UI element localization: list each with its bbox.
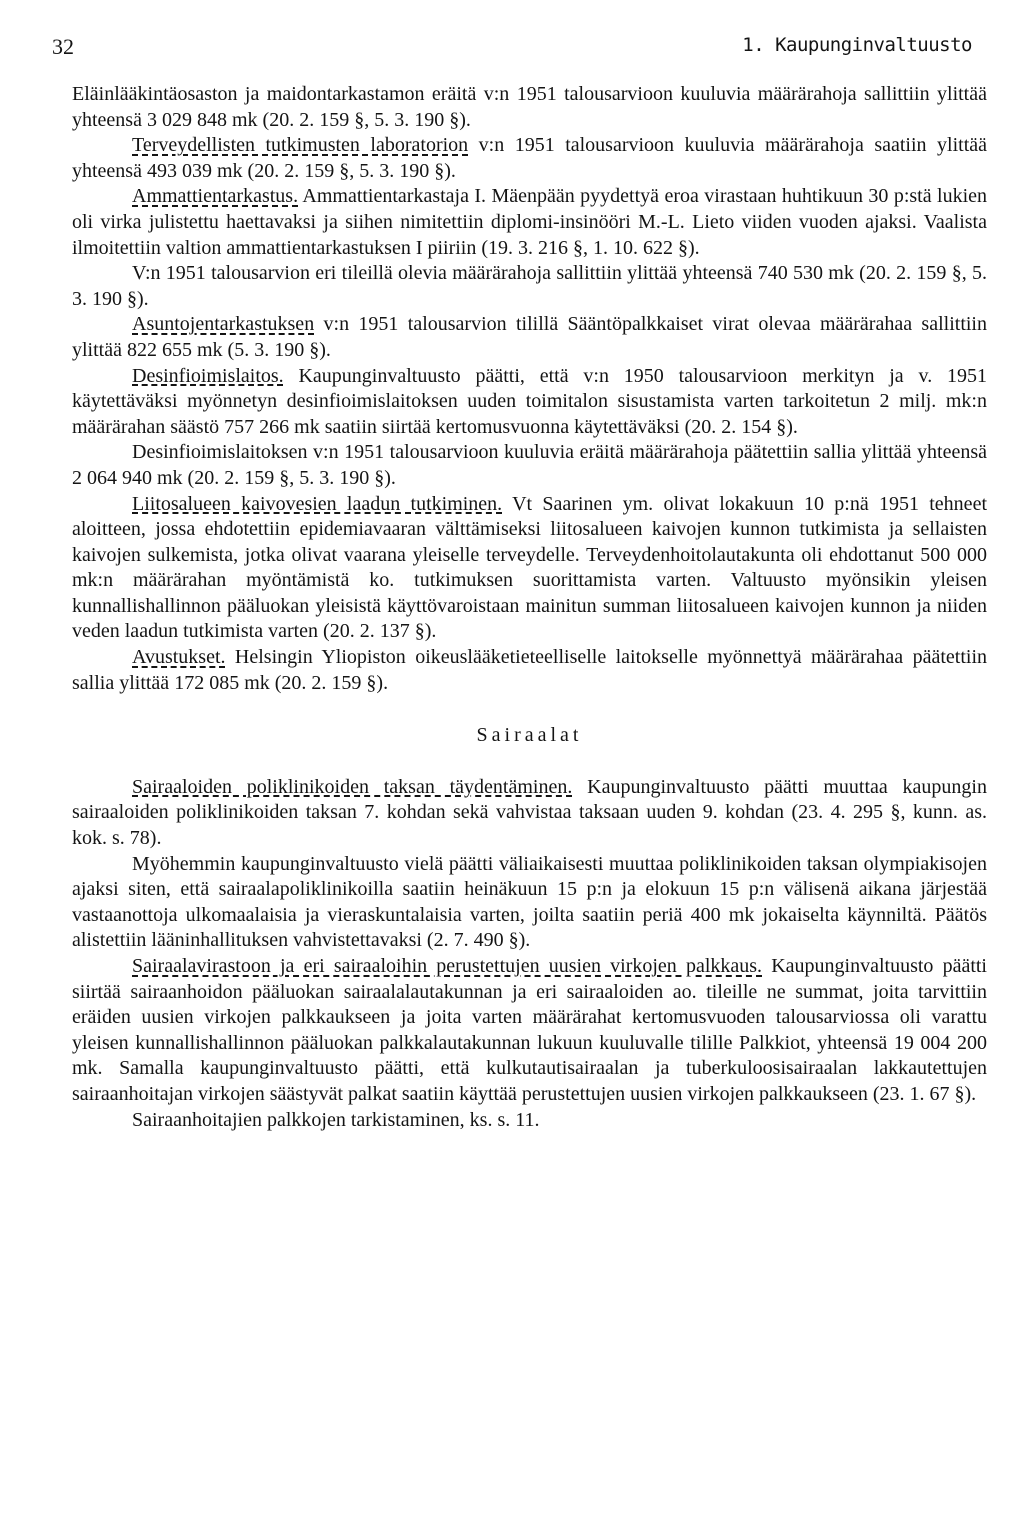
paragraph [72, 82, 987, 133]
section-heading: Sairaalat [476, 724, 583, 747]
paragraph [72, 852, 987, 954]
paragraph-text: v:n 1951 talousarvioon kuuluvia määrärahoja saatiin ylittää yhteensä 493 039 mk (20. 2. 159 §, 5. 3. 190 §). [72, 134, 988, 182]
page-number: 32 [52, 34, 74, 59]
running-title: 1. Kaupunginvaltuusto [742, 34, 972, 56]
paragraph [72, 312, 987, 363]
paragraph-text: Kaupunginvaltuusto päätti muuttaa kaupungin sairaaloiden poliklinikoiden taksan 7. kohdan sekä vahvistaa taksaan uuden 9. kohdan (23. 4. 295 §, kunn. as. kok. s. 78). [72, 775, 987, 850]
paragraph-text: Desinfioimislaitoksen v:n 1951 talousarvioon kuuluvia eräitä määrärahoja päätettiin sallia ylittää yhteensä 2 064 940 mk (20. 2. 159 §, 5. 3. 190 §). [72, 441, 987, 489]
paragraph-text: Kaupunginvaltuusto päätti, että v:n 1950 talousarvioon merkityn ja v. 1951 käytettäväksi myönnetyn desinfioimislaitoksen uuden toimitalon sisustamista varten tarkoitetun 2 milj. mk:n määrärahan säästö 757 266 mk saatiin siirtää kertomusvuonna käytettäväksi (20. 2. 154 §). [72, 364, 987, 438]
paragraph-lead: Sairaaloiden poliklinikoiden taksan täydentäminen. [132, 775, 573, 798]
paragraph [72, 492, 987, 646]
paragraph-text: V:n 1951 talousarvion eri tileillä olevia määrärahoja sallittiin ylittää yhteensä 740 530 mk (20. 2. 159 §, 5. 3. 190 §). [72, 262, 987, 310]
paragraph [72, 954, 987, 1108]
paragraph [72, 261, 987, 312]
paragraph-lead: Sairaalavirastoon ja eri sairaaloihin perustettujen uusien virkojen palkkaus. [132, 955, 763, 977]
paragraph-text: Vt Saarinen ym. olivat lokakuun 10 p:nä 1951 tehneet aloitteen, jossa ehdotettiin epidemiavaaran välttämiseksi liitosalueen kaivojen kunnon tutkimista ja sellaisten kaivojen sulkemista, jotka olivat vaarana yleiselle terveydelle. Terveydenhoitolautakunta oli ehdottanut 500 000 mk:n määrärahan myöntämistä ko. tutkimuksen suorittamista varten. Valtuusto myönsikin yleisen kunnallishallinnon pääluokan yleisistä käyttövaroistaan mainitun summan liitosalueen kaivojen kunnon ja niiden veden laadun tutkimista varten (20. 2. 137 §). [72, 492, 987, 643]
paragraph-text: Eläinlääkintäosaston ja maidontarkastamon eräitä v:n 1951 talousarvioon kuuluvia määrärahoja sallittiin ylittää yhteensä 3 029 848 mk (20. 2. 159 §, 5. 3. 190 §). [72, 83, 987, 131]
paragraph-text: Myöhemmin kaupunginvaltuusto vielä päätti väliaikaisesti muuttaa poliklinikoiden taksan olympiakisojen ajaksi siten, että sairaalapoliklinikoilla saatiin heinäkuun 15 p:n ja elokuun 15 p:n välisenä aikana järjestää vastaanottoja ulkomaalaisia ja vieraskuntalaisia varten, joilta saatiin periä 400 mk jokaiselta käynniltä. Päätös alistettiin lääninhallituksen vahvistettavaksi (2. 7. 490 §). [72, 852, 987, 952]
paragraph [72, 1108, 987, 1134]
paragraph-lead: Ammattientarkastus. [132, 185, 299, 208]
paragraph-text: Sairaanhoitajien palkkojen tarkistaminen, ks. s. 11. [132, 1108, 540, 1131]
paragraph [72, 133, 987, 184]
paragraph-lead: Terveydellisten tutkimusten laboratorion [132, 134, 469, 157]
paragraph-text: Kaupunginvaltuusto päätti siirtää sairaanhoidon pääluokan sairaalalautakunnan ja eri sairaaloiden ao. tileille ne summat, joita tarvittiin eräiden uusien virkojen palkkaukseen ja joita varten määrärahat kertomusvuoden talousarviossa oli varattu yleisen kunnallishallinnon pääluokan palkkalautakunnan lukuun kuuluvalle tilille Palkkiot, yhteensä 19 004 200 mk. Samalla kaupunginvaltuusto päätti, että kulkutautisairaalan ja tuberkuloosisairaalan lakkautettujen sairaanhoitajan virkojen säästyvät palkat saatiin käyttää perustettujen uusien virkojen palkkaukseen (23. 1. 67 §). [72, 955, 987, 1105]
paragraph [72, 364, 987, 441]
paragraph-text: v:n 1951 talousarvion tilillä Sääntöpalkkaiset virat olevaa määrärahaa sallittiin ylittää 822 655 mk (5. 3. 190 §). [72, 313, 987, 361]
paragraph [72, 645, 987, 696]
paragraph-text: Ammattientarkastaja I. Mäenpään pyydettyä eroa virastaan huhtikuun 30 p:stä lukien oli virka julistettu haettavaksi ja siihen nimitettiin diplomi-insinööri M.-L. Lieto viiden vuoden ajaksi. Vaalista ilmoitettiin valtion ammattientarkastuksen I piiriin (19. 3. 216 §, 1. 10. 622 §). [72, 185, 987, 259]
paragraph-lead: Desinfioimislaitos. [132, 364, 284, 387]
paragraph-text: Helsingin Yliopiston oikeuslääketieteelliselle laitokselle myönnettyä määrärahaa päätettiin sallia ylittää 172 085 mk (20. 2. 159 §). [72, 646, 987, 694]
paragraph [72, 440, 987, 491]
paragraph [72, 775, 987, 852]
paragraph-lead: Avustukset. [132, 646, 226, 669]
paragraph [72, 184, 987, 261]
paragraph-lead: Asuntojentarkastuksen [132, 313, 315, 336]
paragraph-lead: Liitosalueen kaivovesien laadun tutkiminen. [132, 492, 503, 515]
body-text [72, 82, 987, 1133]
